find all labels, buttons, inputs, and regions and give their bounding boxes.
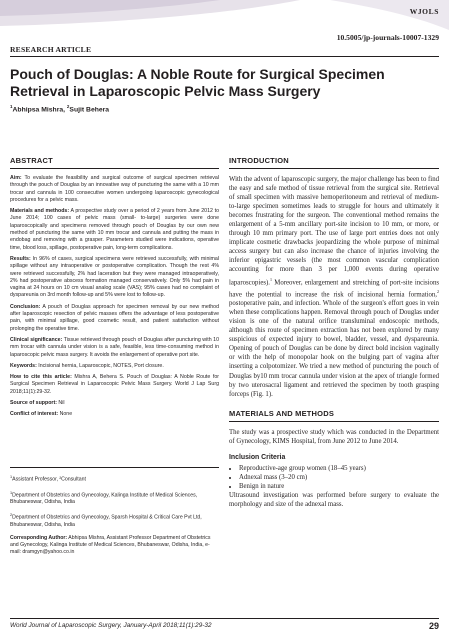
footer-rule	[10, 618, 439, 619]
aim-label: Aim:	[10, 175, 22, 181]
methods-text: A prospective study over a period of 2 years from June 2012 to June 2014; 100 cases of pelvic mass (small- to-large) surgeries were done laparoscopically and specimens removed through pouch of Douglas by our own new method of puncturing the same with 10 mm trocar and cannula and putting the mass in endobag and removing with a grasper. Parameters studied were indications, operative time, blood loss, spillage, postoperative pain, long-term complications.	[10, 208, 219, 251]
results-text: In 96% of cases, surgical specimens were retrieved successfully, with minimal spillage without any intraoperative or postoperative complication. Though the rest 4% were retrieved successfully, 2% had laceration but they were managed intraoperatively, 2% had postoperative abscess formation managed conservatively. Only 5% had pain in vagina at 24 hours on 10 cm visual analog scale (VAS); 95% cases had no complaint of dyspareunia on 3rd month follow-up and 5% were lost to follow-up.	[10, 255, 219, 299]
right-column	[229, 156, 439, 509]
author-1-sup: 1	[10, 104, 13, 109]
affiliation-dept-2	[10, 512, 219, 529]
section-label: RESEARCH ARTICLE	[10, 45, 92, 54]
abstract-body	[10, 175, 219, 419]
significance-label: Clinical significance:	[10, 336, 63, 343]
journal-tag: WJOLS	[409, 7, 439, 16]
intro-ref-1[interactable]: 1	[269, 276, 272, 282]
conclusion-text: A pouch of Douglas approach for specimen removal by our new method after laparoscopic resection of pelvic masses offers the advantage of less postoperative pain, with minimal spillage, good cosmetic result, and patient satisfaction without prolonging the operative time.	[10, 303, 219, 332]
introduction-text	[229, 175, 439, 399]
methods-heading: MATERIALS AND METHODS	[229, 408, 335, 418]
inclusion-list	[229, 464, 439, 491]
conflict-text: None	[58, 411, 73, 418]
intro-ref-2[interactable]: 2	[437, 288, 439, 294]
citation-text: Mishra A, Behera S. Pouch of Douglas: A Noble Route for Surgical Specimen Retrieval in Laparoscopic Pelvic Mass Surgery. World J Lap Surg 2018;11(1):29-32.	[10, 374, 219, 395]
affiliation-roles	[10, 474, 219, 484]
page-number: 29	[428, 621, 439, 631]
abstract-heading: ABSTRACT	[10, 156, 53, 165]
conclusion-label: Conclusion:	[10, 303, 41, 310]
intro-text-a: With the advent of laparoscopic surgery, the major challenge has been to find the easy and safe method of tissue retrieval from the surgical site. Retrieval of small specimen with massive hemoperitoneum and retrieval of medium-to-large specimen sometimes leads to struggle for hours and ultimately it becomes frustrating for the surgeon. The conventional method remains the enlargement of a 5-mm ancillary port-site incision to 10 mm, or more, or through 10 mm primary port. The use of large port entries does not only implicate cosmetic drawbacks jeopardizing the whole purpose of minimal access surgery but can also increase the chance of injuries involving the inferior epigastric vessels (the most common vascular complication accounting for more than 3 per 1,000 events during operative laparoscopies).	[229, 176, 439, 286]
intro-text-c: postoperative pain, and infection. Whole of the surgeon's effort goes in vein when these complications happen. Removal through pouch of Douglas under vision is one of the natural orifice transluminal endoscopic methods, although this route of specimen extraction has not been explored by many suspicious of expected injury to bowel, bladder, vessel, and dyspareunia. Opening of pouch of Douglas can be done by direct bold incision vaginally or with the help of monopolar hook on the bulging part of vagina after inserting a colpotomizer. We tried a new method of puncturing the pouch of Douglas by10 mm trocar cannula under vision at the apex of triangle formed by two uterosacral ligament and retrieved the specimen by tooth grasping forceps (Fig. 1).	[229, 300, 439, 398]
corr-text: Abhipsa Mishra, Assistant Professor Department of Obstetrics and Gynecology, Kalinga Institute of Medical Sciences, Bhubaneswar, Odisha, India, e-mail: dramgyn@yahoo.co.in	[10, 534, 211, 555]
aim-text: To evaluate the feasibility and surgical outcome of surgical specimen retrieval through the pouch of Douglas by an innovative way of puncturing the same with a 10 mm trocar and cannula in 100 consecutive women undergoing laparoscopic gynecological procedures for a pelvic mass.	[10, 175, 219, 203]
article-title: Pouch of Douglas: A Noble Route for Surgical Specimen Retrieval in Laparoscopic Pelvic Mass Surgery	[10, 66, 385, 99]
abstract-results	[10, 256, 219, 300]
dept1-sup: 1	[10, 490, 13, 495]
abstract-significance	[10, 337, 219, 359]
conflict-label: Conflict of interest:	[10, 411, 59, 418]
list-item: • Benign in nature	[239, 482, 439, 491]
author-2-sup: 2	[66, 104, 70, 109]
corr-label: Corresponding Author:	[10, 534, 68, 541]
methods-after-text: Ultrasound investigation was performed before surgery to evaluate the morphology and size of the adnexal mass.	[229, 491, 439, 508]
corresponding-author	[10, 535, 219, 556]
dept2-sup: 2	[10, 513, 13, 518]
roles-text: Assistant Professor, ²Consultant	[12, 476, 86, 483]
intro-text-b: Moreover, enlargement and stretching of port-site incisions have the potential to increase the risk of incisional hernia formation,	[229, 278, 439, 299]
abstract-methods	[10, 208, 219, 252]
dept2-text: Department of Obstetrics and Gynecology, Sparsh Hospital & Critical Care Pvt Ltd, Bhubaneswar, Odisha, India	[10, 514, 202, 528]
doi[interactable]: 10.5005/jp-journals-10007-1329	[336, 33, 439, 42]
methods-text: The study was a prospective study which was conducted in the Department of Gynecology, KIMS Hospital, from June 2012 to June 2014.	[229, 428, 439, 445]
list-item: • Adnexal mass (3–20 cm)	[239, 473, 439, 482]
introduction-heading: INTRODUCTION	[229, 156, 289, 165]
left-column	[10, 156, 219, 423]
author-list: $^1$Abhipsa Mishra, $^2$Sujit Behera	[10, 104, 110, 114]
header-band	[0, 0, 449, 60]
methods-rule	[229, 421, 439, 422]
methods-label: Materials and methods:	[10, 208, 70, 215]
inclusion-heading: Inclusion Criteria	[229, 453, 286, 461]
header-rule	[10, 56, 439, 57]
abstract-aim	[10, 175, 219, 204]
abstract-citation	[10, 374, 219, 396]
footer-journal: World Journal of Laparoscopic Surgery, January-April 2018;11(1):29-32	[10, 622, 212, 629]
keywords-text: Incisional hernia, Laparoscopic, NOTES, Port closure.	[36, 362, 164, 369]
abstract-keywords	[10, 363, 219, 370]
support-label: Source of support:	[10, 400, 57, 407]
citation-label: How to cite this article:	[10, 374, 72, 381]
list-item: • Reproductive-age group women (18–45 years)	[239, 464, 439, 473]
abstract-rule	[10, 168, 219, 169]
results-label: Results:	[10, 255, 31, 262]
keywords-label: Keywords:	[10, 362, 37, 369]
significance-text: Tissue retrieved through pouch of Douglas after puncturing with 10 mm trocar with cannula under vision is a safe, feasible, less time-consuming method in laparoscopic pelvic mass surgery. It avoids the enlargement of operative port site.	[10, 336, 219, 358]
introduction-rule	[229, 168, 439, 169]
abstract-support	[10, 400, 219, 407]
author-1-name: Abhipsa Mishra	[12, 106, 64, 114]
affiliation-dept-1	[10, 490, 219, 507]
roles-sup: 1	[10, 475, 13, 479]
affiliation-box	[10, 467, 219, 614]
author-2-name: Sujit Behera	[69, 106, 110, 114]
abstract-conflict	[10, 411, 219, 418]
support-text: Nil	[56, 400, 65, 407]
dept1-text: Department of Obstetrics and Gynecology, Kalinga Institute of Medical Sciences, Bhubaneswar, Odisha, India	[10, 492, 198, 506]
abstract-conclusion	[10, 304, 219, 333]
